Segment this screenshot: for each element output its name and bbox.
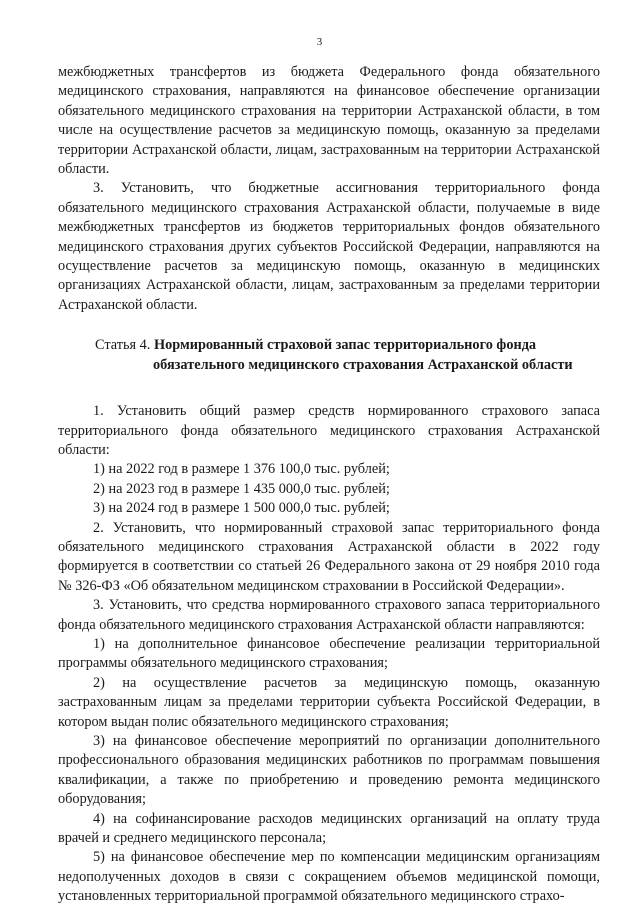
article-item-1-sub-2: 2) на 2023 год в размере 1 435 000,0 тыс. рублей; [93,480,390,497]
article-item-1: 1. Установить общий размер средств нормированного страхового запаса территориального фонда обязательного медицинского страхования Астраханской области: [58,403,600,458]
article-item-3-sub-3: 3) на финансовое обеспечение мероприятий по организации дополнительного профессионального образования медицинских работников по программам повышения квалификации, а также по приобретению и проведению ремонта медицинского оборудования; [58,733,600,808]
article-item-3-sub-1: 1) на дополнительное финансовое обеспечение реализации территориальной программы обязательного медицинского страхования; [58,635,600,672]
paragraph-item-3: 3. Установить, что бюджетные ассигнования территориального фонда обязательного медицинского страхования Астраханской области, получаемые в виде межбюджетных трансфертов из бюджетов территориальных фондов обязательного медицинского страхования других субъектов Российской Федерации, направляются на осуществление расчетов за медицинскую помощь, оказанную в медицинских организациях Астраханской области, лицам, застрахованным за пределами территории Астраханской области. [58,180,600,313]
article-item-3-sub-2: 2) на осуществление расчетов за медицинскую помощь, оказанную застрахованным лицам за пределами территории субъекта Российской Федерации, в котором выдан полис обязательного медицинского страхования; [58,674,600,730]
paragraph-continuation: межбюджетных трансфертов из бюджета Федерального фонда обязательного медицинского страхования, направляются на финансовое обеспечение организации обязательного медицинского страхования на территории Астраханской области, в том числе на осуществление расчетов за медицинскую помощь, оказанную за пределами территории Астраханской области, лицам, застрахованным на территории Астраханской области. [58,64,600,178]
article-title-line1: Нормированный страховой запас территориального фонда [153,337,537,354]
page-number: 3 [316,36,323,48]
article-heading [58,336,600,375]
article-item-3: 3. Установить, что средства нормированного страхового запаса территориального фонда обязательного медицинского страхования Астраханской области направляются: [58,597,600,633]
article-item-3-sub-5: 5) на финансовое обеспечение мер по компенсации медицинским организациям недополученных доходов в связи с сокращением объемов медицинской помощи, установленных территориальной программой обязательного медицинского страхо- [58,849,600,905]
article-item-1-sub-1: 1) на 2022 год в размере 1 376 100,0 тыс. рублей; [93,461,390,478]
article-title-line2: обязательного медицинского страхования Астраханской области [153,356,573,373]
article-item-1-sub-3: 3) на 2024 год в размере 1 500 000,0 тыс. рублей; [93,500,390,517]
article-item-3-sub-4: 4) на софинансирование расходов медицинских организаций на оплату труда врачей и среднего медицинского персонала; [58,810,600,847]
document-body [58,63,600,907]
article-label: Статья 4. [95,337,151,354]
article-item-2: 2. Установить, что нормированный страховой запас территориального фонда обязательного медицинского страхования Астраханской области в 2022 году формируется в соответствии со статьей 26 Федерального закона от 29 ноября 2010 года № 326-ФЗ «Об обязательном медицинском страховании в Российской Федерации». [58,519,600,594]
